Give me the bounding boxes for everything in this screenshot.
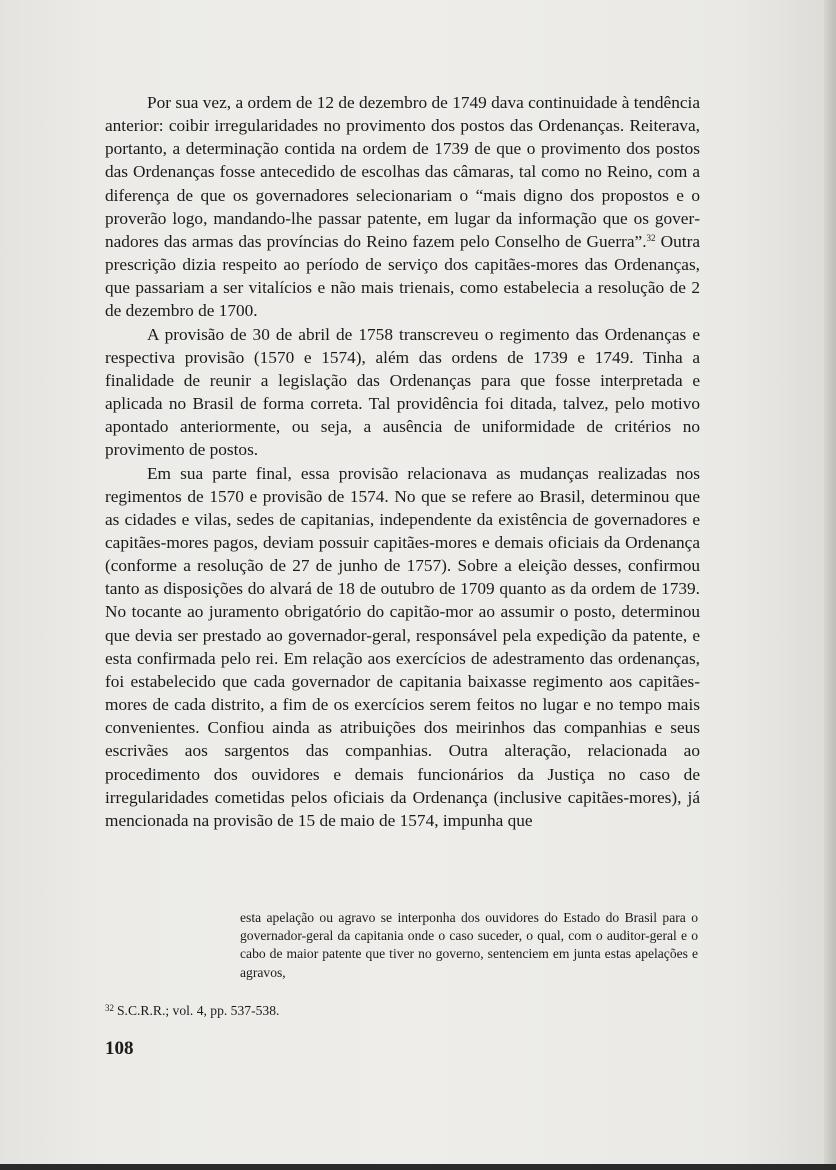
paragraph-1 <box>105 91 700 323</box>
paragraph-3: Em sua parte final, essa provisão relacionava as mudanças realizadas nos regimentos de 1570 e provisão de 1574. No que se refere ao Brasil, determinou que as cidades e vilas, sedes de capitanias, independente da existência de governadores e capitães-mores pagos, deviam possuir capitães-mores e demais oficiais da Ordenança (conforme a resolução de 27 de junho de 1757). Sobre a eleição desses, confirmou tanto as disposições do alvará de 18 de outubro de 1709 quanto as da ordem de 1739. No tocante ao juramento obrigatório do capitão-mor ao assumir o posto, determinou que devia ser prestado ao governador-geral, responsável pela expedição da patente, e esta confirmada pelo rei. Em relação aos exercícios de adestramento das ordenanças, foi estabelecido que cada governador de capitania baixasse regimento aos capitães-mores de cada distrito, a fim de os exercícios serem feitos no lugar e no tempo mais convenientes. Confiou ainda as atribuições dos meirinhos das companhias e seus escrivães aos sargentos das companhias. Outra alteração, relacionada ao procedimento dos ouvidores e demais funcionários da Justiça no caso de irregularidades cometidas pelos oficiais da Ordenança (inclusive capitães-mores), já mencionada na provisão de 15 de maio de 1574, impunha que <box>105 463 700 830</box>
footnote-number: 32 <box>105 1003 114 1013</box>
footnote-reference: 32 <box>646 232 656 243</box>
paragraph-1-continuation: Outra prescrição dizia respeito ao período de serviço dos capitães-mores das Ordenanças, que passariam a ser vitalícios e não mais trienais, como estabelecia a resolução de 2 de dezembro de 1700. <box>105 231 701 321</box>
page-edge-shadow <box>824 0 836 1170</box>
page-number: 108 <box>105 1038 134 1059</box>
footnote-text: S.C.R.R.; vol. 4, pp. 537-538. <box>117 1003 280 1018</box>
paragraph-2: A provisão de 30 de abril de 1758 transcreveu o regimento das Ordenanças e respectiva provisão (1570 e 1574), além das ordens de 1739 e 1749. Tinha a finalidade de reunir a legislação das Ordenanças para que fosse interpretada e aplicada no Brasil de forma correta. Tal providência foi ditada, talvez, pelo motivo apontado anteriormente, ou seja, a ausência de uniformidade de critérios no provimento de postos. <box>105 324 700 460</box>
main-text <box>105 91 700 832</box>
footnote <box>105 999 279 1020</box>
paragraph-1-text: Por sua vez, a ordem de 12 de dezembro de 1749 dava continuidade à tendência anterior: coibir irregularidades no provimento dos postos das Ordenanças. Reiterava, portanto, a determinação contida na ordem de 1739 de que o provimento dos postos das Ordenanças fosse antecedido de escolhas das câmaras, tal como no Reino, com a diferença de que os governadores selecionariam o “mais digno dos propostos e o proverão logo, mandando-lhe passar patente, em lugar da informação que os governadores das armas das províncias do Reino fazem pelo Conselho de Guerra”. <box>105 93 700 251</box>
page-bottom-edge <box>0 1164 836 1170</box>
block-quote: esta apelação ou agravo se interponha dos ouvidores do Estado do Brasil para o governador-geral da capitania onde o caso suceder, o qual, com o auditor-geral e o cabo de maior patente que tiver no governo, sentenciem em junta estas apelações e agravos, <box>240 910 698 980</box>
